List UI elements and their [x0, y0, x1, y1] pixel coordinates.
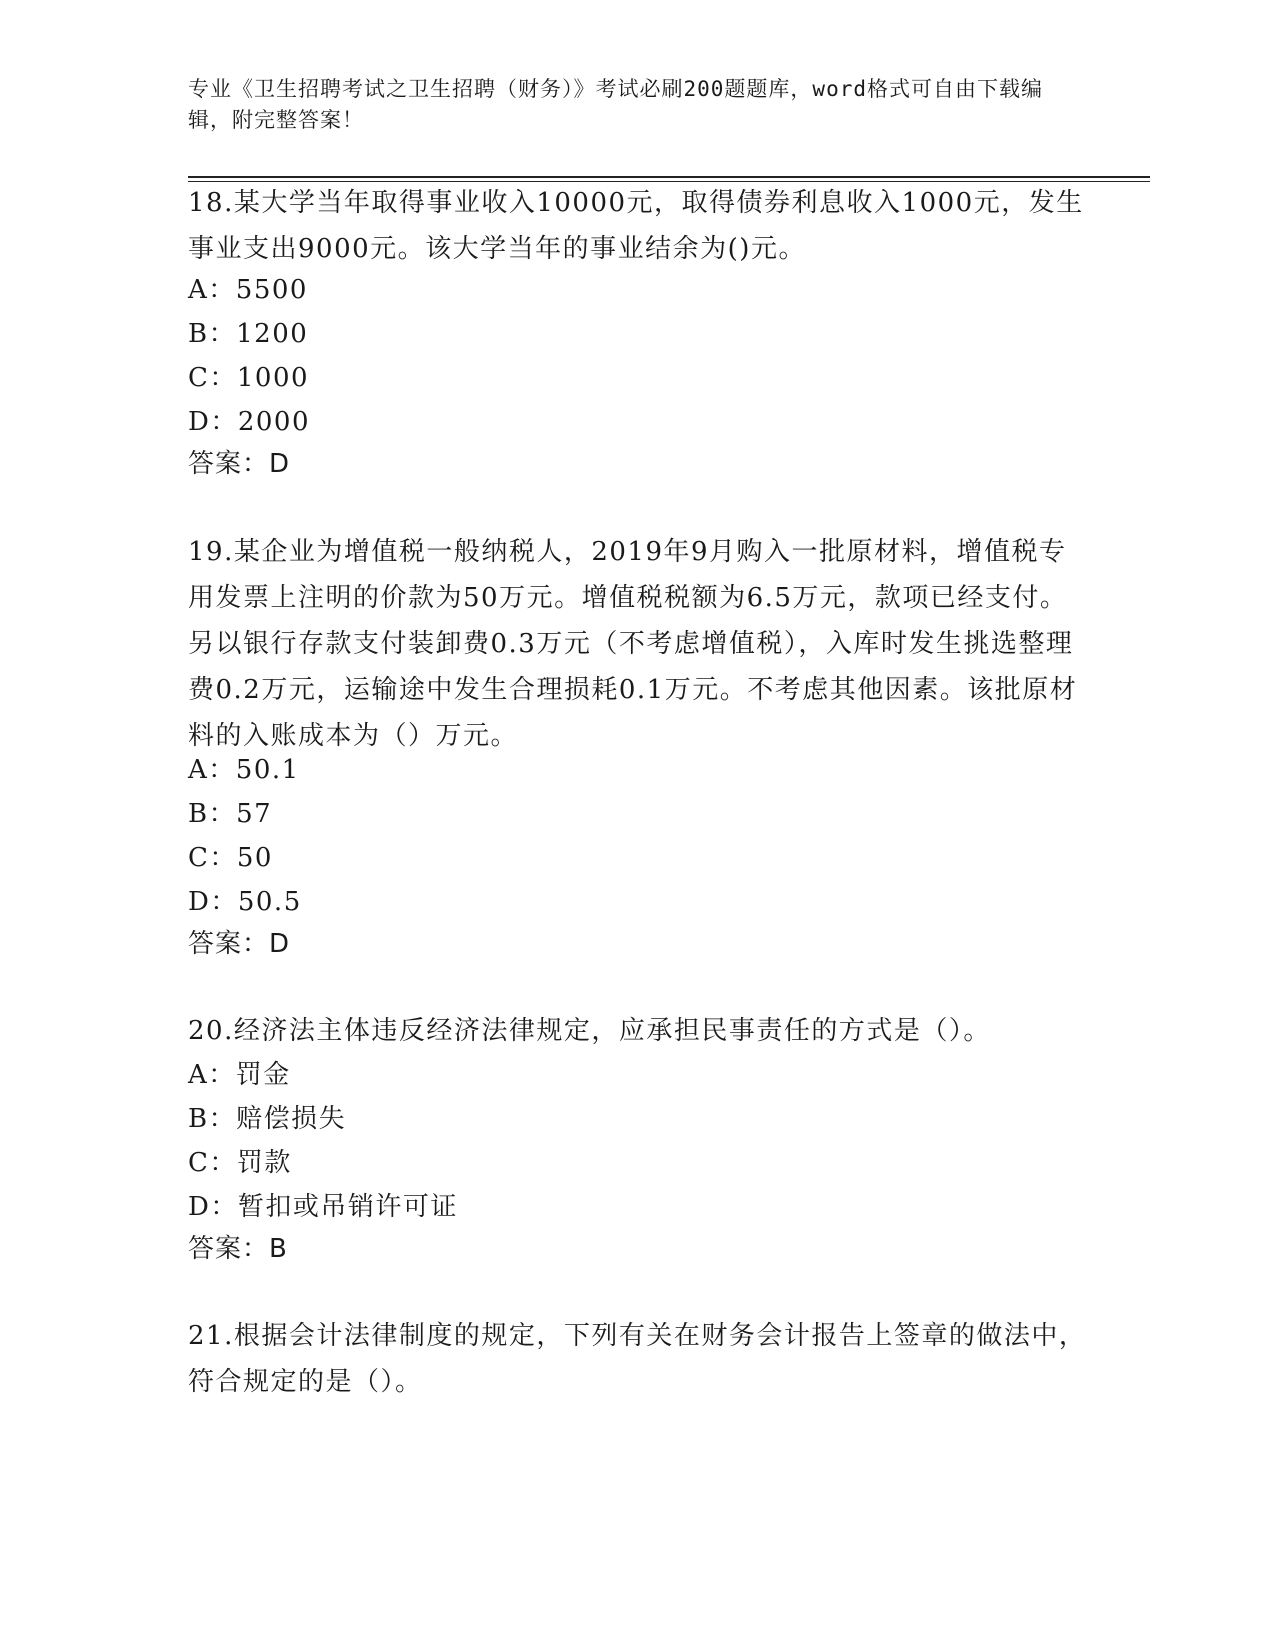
answer: 答案：D — [188, 449, 291, 479]
question-stem: 20.经济法主体违反经济法律规定，应承担民事责任的方式是（）。 — [188, 1016, 991, 1046]
option-c: C：50 — [188, 843, 273, 873]
option-b: B：1200 — [188, 319, 309, 349]
option-d: D：暂扣或吊销许可证 — [188, 1192, 458, 1222]
option-c: C：罚款 — [188, 1148, 292, 1178]
answer: 答案：D — [188, 929, 291, 959]
answer: 答案：B — [188, 1234, 288, 1264]
question-stem: 18.某大学当年取得事业收入10000元，取得债券利息收入1000元，发生事业支出9000元。该大学当年的事业结余为()元。 — [188, 188, 1084, 264]
option-a: A：罚金 — [188, 1060, 291, 1090]
document-header: 专业《卫生招聘考试之卫生招聘（财务）》考试必刷200题题库，word格式可自由下载编辑，附完整答案！ — [188, 77, 1043, 132]
option-a: A：5500 — [188, 275, 308, 305]
option-d: D：50.5 — [188, 887, 302, 917]
option-b: B：赔偿损失 — [188, 1104, 347, 1134]
header-divider-thick — [188, 176, 1150, 178]
option-c: C：1000 — [188, 363, 310, 393]
option-d: D：2000 — [188, 407, 311, 437]
question-stem: 21.根据会计法律制度的规定，下列有关在财务会计报告上签章的做法中，符合规定的是（）。 — [188, 1321, 1087, 1397]
option-a: A：50.1 — [188, 755, 300, 785]
option-b: B：57 — [188, 799, 273, 829]
question-stem: 19.某企业为增值税一般纳税人，2019年9月购入一批原材料，增值税专用发票上注明的价款为50万元。增值税税额为6.5万元，款项已经支付。另以银行存款支付装卸费0.3万元（不考虑增值税），入库时发生挑选整理费0.2万元，运输途中发生合理损耗0.1万元。不考虑其他因素。该批原材料的入账成本为（）万元。 — [188, 537, 1078, 751]
